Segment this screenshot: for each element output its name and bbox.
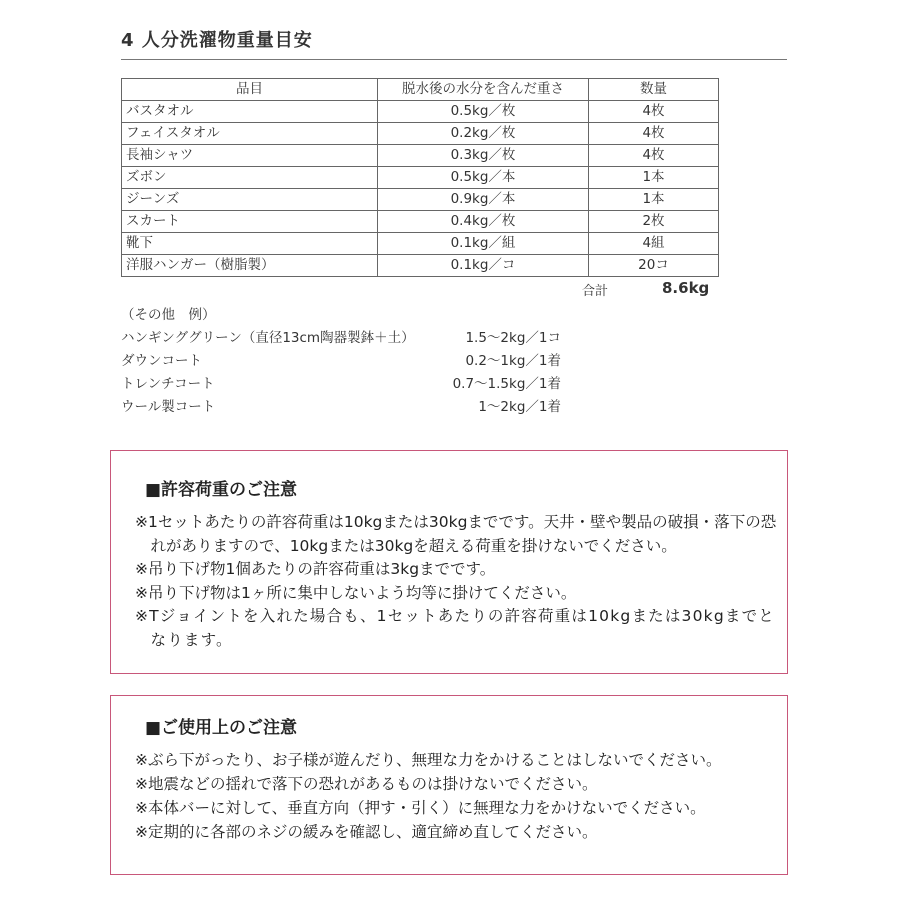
cell-weight: 0.2kg／枚 bbox=[378, 123, 589, 145]
other-item-weight: 1.5〜2kg／1コ bbox=[465, 330, 561, 346]
table-row bbox=[122, 101, 719, 123]
table-row bbox=[122, 145, 719, 167]
cell-weight: 0.1kg／組 bbox=[378, 233, 589, 255]
cell-weight: 0.1kg／コ bbox=[378, 255, 589, 277]
table-row bbox=[122, 123, 719, 145]
list-item bbox=[121, 396, 561, 419]
total-value: 8.6kg bbox=[662, 279, 710, 297]
table-row bbox=[122, 189, 719, 211]
cell-item: ズボン bbox=[122, 167, 378, 189]
cell-weight: 0.5kg／枚 bbox=[378, 101, 589, 123]
other-item-name: ダウンコート bbox=[121, 353, 202, 369]
notice-line: ※定期的に各部のネジの緩みを確認し、適宜締め直してください。 bbox=[135, 823, 598, 841]
list-item bbox=[121, 373, 561, 396]
table-row bbox=[122, 211, 719, 233]
table-row bbox=[122, 167, 719, 189]
usage-list bbox=[135, 748, 785, 844]
cell-item: 靴下 bbox=[122, 233, 378, 255]
cell-item: ジーンズ bbox=[122, 189, 378, 211]
list-item bbox=[121, 350, 561, 373]
cell-item: 長袖シャツ bbox=[122, 145, 378, 167]
cell-item: バスタオル bbox=[122, 101, 378, 123]
table-row bbox=[122, 255, 719, 277]
cell-weight: 0.3kg／枚 bbox=[378, 145, 589, 167]
notice-line: ※地震などの揺れで落下の恐れがあるものは掛けないでください。 bbox=[135, 775, 598, 793]
notice-line: ※本体バーに対して、垂直方向（押す・引く）に無理な力をかけないでください。 bbox=[135, 799, 706, 817]
other-item-weight: 0.7〜1.5kg／1着 bbox=[452, 376, 561, 392]
other-item-name: ウール製コート bbox=[121, 399, 216, 415]
cell-item: スカート bbox=[122, 211, 378, 233]
total-label: 合計 bbox=[582, 284, 609, 299]
cell-quantity: 4組 bbox=[589, 233, 719, 255]
title-divider bbox=[121, 59, 787, 60]
cell-quantity: 2枚 bbox=[589, 211, 719, 233]
cell-weight: 0.9kg／本 bbox=[378, 189, 589, 211]
table-header-row bbox=[122, 79, 719, 101]
list-item bbox=[121, 327, 561, 350]
usage-heading: ■ご使用上のご注意 bbox=[145, 718, 298, 738]
cell-weight: 0.4kg／枚 bbox=[378, 211, 589, 233]
other-item-name: ハンギンググリーン（直径13cm陶器製鉢＋土） bbox=[121, 330, 415, 346]
usage-notice bbox=[110, 695, 788, 875]
load-capacity-list bbox=[135, 511, 785, 652]
column-header-item: 品目 bbox=[122, 79, 378, 101]
other-item-weight: 1〜2kg／1着 bbox=[478, 399, 561, 415]
cell-quantity: 1本 bbox=[589, 167, 719, 189]
table-row bbox=[122, 233, 719, 255]
page-title: 4 人分洗濯物重量目安 bbox=[121, 30, 313, 51]
notice-line: ※吊り下げ物は1ヶ所に集中しないよう均等に掛けてください。 bbox=[135, 583, 577, 602]
cell-weight: 0.5kg／本 bbox=[378, 167, 589, 189]
load-capacity-heading: ■許容荷重のご注意 bbox=[145, 480, 298, 500]
cell-quantity: 20コ bbox=[589, 255, 719, 277]
load-capacity-notice bbox=[110, 450, 788, 674]
column-header-weight: 脱水後の水分を含んだ重さ bbox=[378, 79, 589, 101]
notice-line: ※1セットあたりの許容荷重は10kgまたは30kgまでです。天井・壁や製品の破損・落下の恐れがありますので、10kgまたは30kgを超える荷重を掛けないでください。 bbox=[135, 513, 777, 555]
laundry-weight-table bbox=[121, 78, 719, 277]
cell-quantity: 4枚 bbox=[589, 101, 719, 123]
cell-quantity: 1本 bbox=[589, 189, 719, 211]
notice-line: ※吊り下げ物1個あたりの許容荷重は3kgまでです。 bbox=[135, 560, 496, 578]
other-examples bbox=[121, 304, 561, 419]
notice-line: ※ぶら下がったり、お子様が遊んだり、無理な力をかけることはしないでください。 bbox=[135, 751, 722, 769]
cell-quantity: 4枚 bbox=[589, 123, 719, 145]
cell-item: フェイスタオル bbox=[122, 123, 378, 145]
cell-item: 洋服ハンガー（樹脂製） bbox=[122, 255, 378, 277]
notice-line: ※Tジョイントを入れた場合も、1セットあたりの許容荷重は10kgまたは30kgまでとなります。 bbox=[135, 607, 775, 649]
other-item-name: トレンチコート bbox=[121, 376, 215, 392]
cell-quantity: 4枚 bbox=[589, 145, 719, 167]
column-header-quantity: 数量 bbox=[589, 79, 719, 101]
other-item-weight: 0.2〜1kg／1着 bbox=[465, 353, 561, 369]
other-examples-heading: （その他 例） bbox=[121, 307, 216, 323]
